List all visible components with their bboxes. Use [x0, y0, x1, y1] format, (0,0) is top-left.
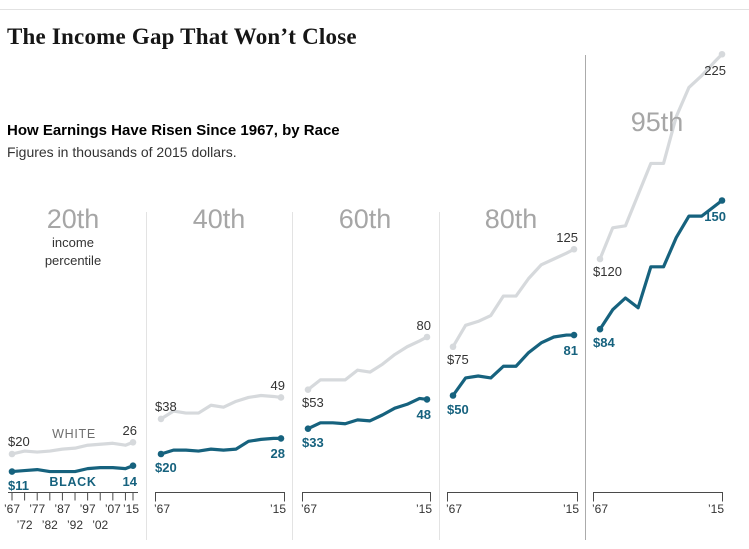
black-end-value-95th: 150 [704, 208, 726, 224]
white-start-value-20th: $20 [8, 434, 30, 449]
dot-black-40th-start [158, 451, 165, 458]
x-tick-label-95th-end: ’15 [707, 502, 724, 516]
percentile-header-80th: 80th [484, 204, 538, 234]
x-tick-label-80th-start: ’67 [446, 502, 463, 516]
line-white-80th [453, 249, 574, 347]
chart-subtitle: How Earnings Have Risen Since 1967, by Race [7, 122, 340, 139]
black-start-value-20th: $11 [8, 477, 29, 493]
x-tick-label-40th-start: ’67 [154, 502, 171, 516]
white-start-value-95th: $120 [593, 264, 622, 279]
black-start-value-40th: $20 [155, 460, 177, 475]
percentile-header-20th: 20th [46, 204, 100, 234]
page-title: The Income Gap That Won’t Close [7, 24, 357, 49]
white-start-value-40th: $38 [155, 398, 177, 414]
white-end-value-80th: 125 [556, 230, 578, 246]
legend-white-label: WHITE [52, 427, 96, 441]
dot-white-80th-start [450, 343, 457, 350]
x-tick-label-20th-’92: ’92 [67, 518, 84, 532]
black-start-value-60th: $33 [302, 434, 324, 450]
x-tick-label-20th-’15: ’15 [122, 502, 140, 516]
dot-black-95th-start [597, 326, 604, 333]
white-end-value-40th: 49 [270, 378, 285, 394]
black-start-value-95th: $84 [593, 335, 615, 351]
black-start-value-80th: $50 [447, 401, 469, 417]
x-tick-label-20th-’82: ’82 [41, 518, 58, 532]
x-tick-label-20th-’72: ’72 [16, 518, 33, 532]
x-tick-label-20th-’67: ’67 [3, 502, 21, 516]
percentile-sublabel-0: income [52, 235, 94, 250]
black-end-value-20th: 14 [122, 473, 137, 489]
black-end-value-40th: 28 [270, 446, 285, 462]
x-tick-label-20th-’07: ’07 [104, 502, 121, 516]
white-end-value-20th: 26 [122, 423, 137, 439]
dot-white-95th-start [597, 256, 604, 263]
black-end-value-60th: 48 [416, 407, 431, 423]
white-end-value-95th: 225 [704, 63, 726, 79]
dot-white-60th-start [305, 386, 312, 393]
dot-white-20th-end [130, 439, 137, 446]
line-white-60th [308, 337, 427, 390]
x-tick-label-20th-’02: ’02 [92, 518, 109, 532]
x-tick-label-20th-’77: ’77 [29, 502, 46, 516]
white-start-value-80th: $75 [447, 351, 469, 367]
percentile-header-40th: 40th [192, 204, 246, 234]
chart-unit-note: Figures in thousands of 2015 dollars. [7, 144, 237, 160]
dot-white-60th-end [424, 334, 431, 341]
line-black-60th [308, 398, 427, 428]
x-tick-label-95th-start: ’67 [592, 502, 609, 516]
dot-black-60th-end [424, 396, 431, 403]
dot-black-80th-end [571, 332, 578, 339]
line-white-40th [161, 396, 281, 419]
x-tick-label-60th-start: ’67 [301, 502, 318, 516]
x-tick-label-20th-’87: ’87 [54, 502, 71, 516]
x-tick-label-40th-end: ’15 [269, 502, 286, 516]
line-black-40th [161, 438, 281, 454]
legend-black-label: BLACK [49, 475, 97, 489]
line-black-80th [453, 335, 574, 395]
white-start-value-60th: $53 [302, 394, 324, 410]
dot-black-80th-start [450, 392, 457, 399]
dot-black-20th-end [130, 462, 137, 469]
dot-white-80th-end [571, 246, 578, 253]
dot-white-95th-end [719, 51, 726, 58]
dot-white-40th-start [158, 416, 165, 423]
line-black-20th [12, 466, 133, 472]
white-end-value-60th: 80 [416, 318, 431, 333]
line-white-95th [600, 54, 722, 259]
dot-white-40th-end [278, 394, 285, 401]
percentile-sublabel-1: percentile [44, 253, 102, 268]
dot-black-40th-end [278, 435, 285, 442]
line-white-20th [12, 442, 133, 454]
x-tick-label-80th-end: ’15 [562, 502, 579, 516]
black-end-value-80th: 81 [563, 343, 578, 359]
dot-white-20th-start [9, 451, 16, 458]
dot-black-60th-start [305, 425, 312, 432]
x-tick-label-60th-end: ’15 [415, 502, 432, 516]
dot-black-20th-start [9, 468, 16, 475]
percentile-header-60th: 60th [338, 204, 392, 234]
x-tick-label-20th-’97: ’97 [79, 502, 96, 516]
percentile-header-95th: 95th [630, 107, 684, 137]
dot-black-95th-end [719, 197, 726, 204]
